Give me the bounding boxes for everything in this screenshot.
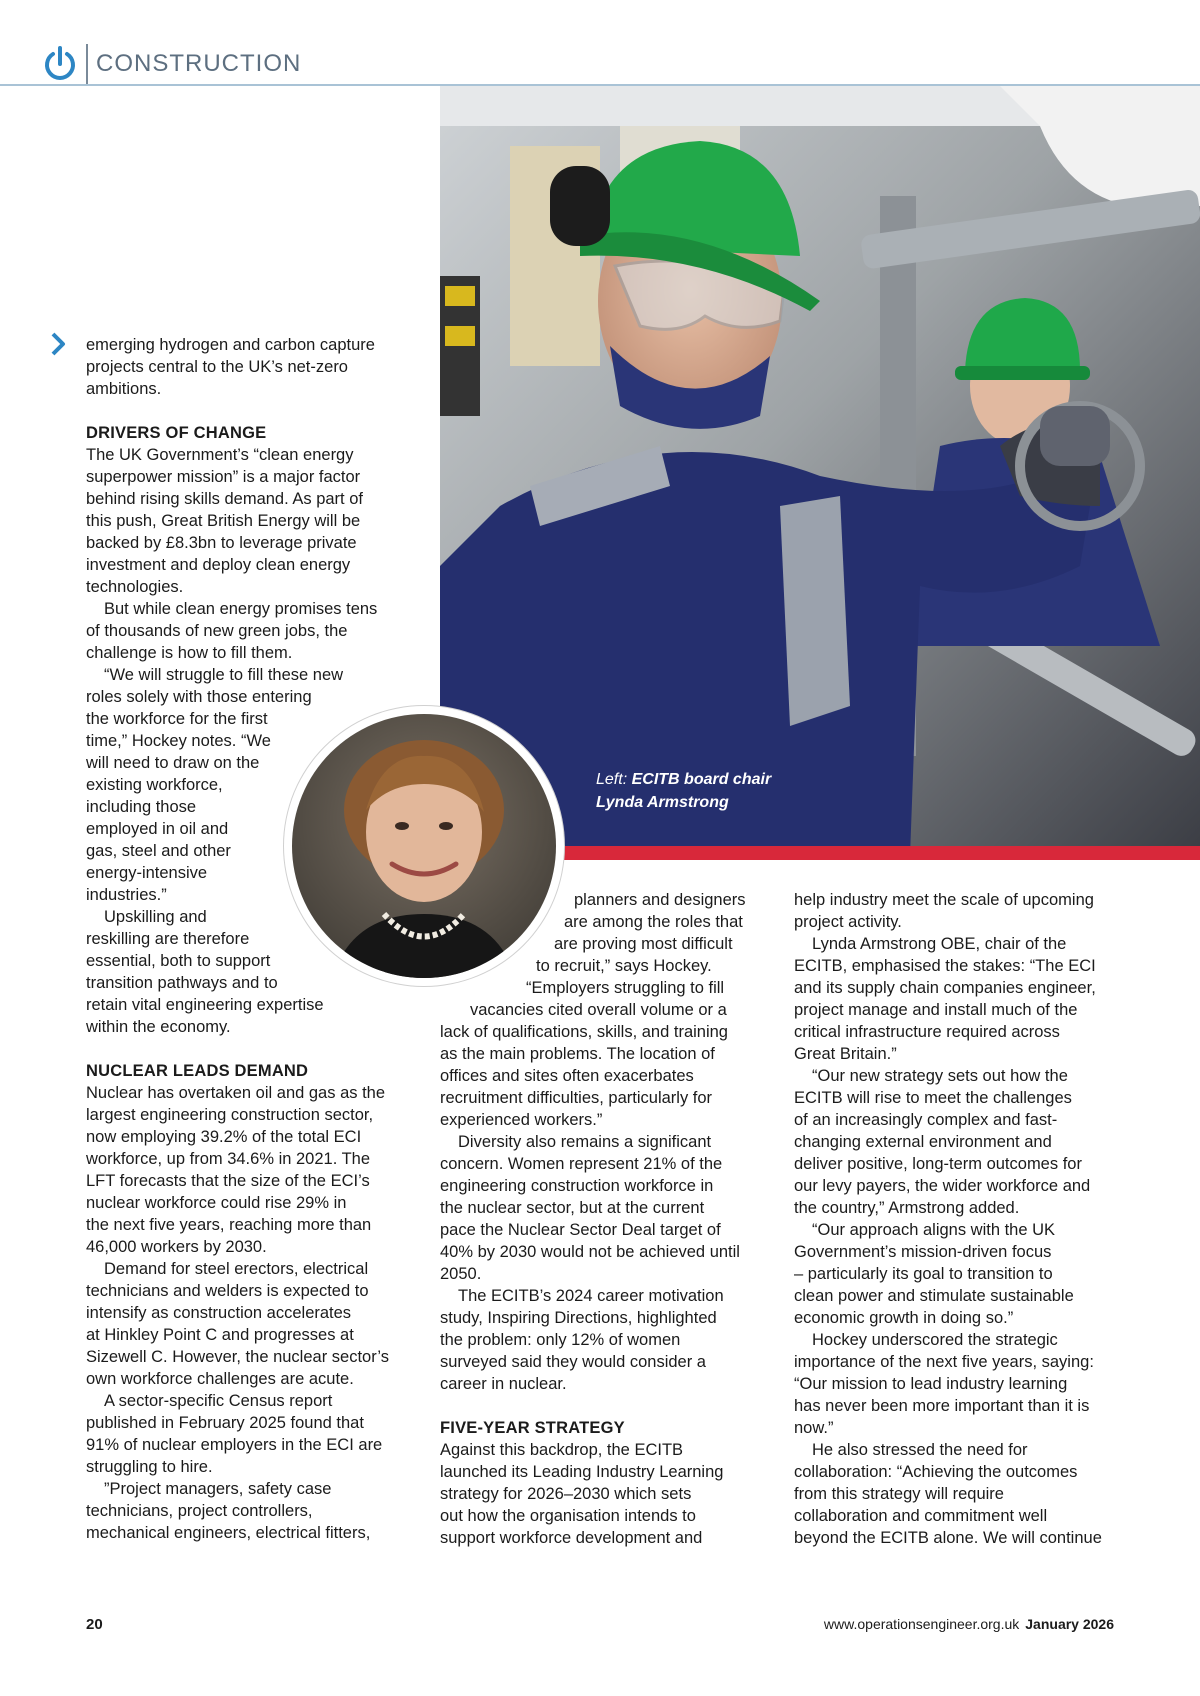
text-line: time,” Hockey notes. “We [86, 732, 271, 750]
text-line: investment and deploy clean energy [86, 556, 351, 574]
text-line: Great Britain.” [794, 1045, 897, 1063]
caption-line-2: Lynda Armstrong [596, 794, 729, 811]
text-line: projects central to the UK’s net-zero [86, 358, 348, 376]
text-line: A sector-specific Census report [104, 1392, 333, 1410]
heading-nuclear-leads-demand: NUCLEAR LEADS DEMAND [86, 1062, 309, 1080]
text-line: Against this backdrop, the ECITB [440, 1441, 684, 1459]
text-line: technologies. [86, 578, 184, 596]
heading-five-year-strategy: FIVE-YEAR STRATEGY [440, 1419, 625, 1437]
text-line: challenge is how to fill them. [86, 644, 293, 662]
text-line: planners and designers [574, 891, 746, 909]
text-line: Government’s mission-driven focus [794, 1243, 1052, 1261]
text-line: this push, Great British Energy will be [86, 512, 361, 530]
page-header [0, 0, 1200, 86]
text-line: within the economy. [86, 1018, 231, 1036]
text-line: “Employers struggling to fill [526, 979, 725, 997]
power-icon [42, 44, 78, 84]
text-line: are proving most difficult [554, 935, 733, 953]
text-line: at Hinkley Point C and progresses at [86, 1326, 354, 1344]
text-line: ambitions. [86, 380, 162, 398]
text-line: recruitment difficulties, particularly for [440, 1089, 713, 1107]
text-line: nuclear workforce could rise 29% in [86, 1194, 347, 1212]
text-line: critical infrastructure required across [794, 1023, 1060, 1041]
text-line: Sizewell C. However, the nuclear sector’s [86, 1348, 389, 1366]
text-line: superpower mission” is a major factor [86, 468, 361, 486]
text-line: clean power and stimulate sustainable [794, 1287, 1074, 1305]
text-line: 40% by 2030 would not be achieved until [440, 1243, 740, 1261]
text-line: collaboration: “Achieving the outcomes [794, 1463, 1078, 1481]
text-line: project manage and install much of the [794, 1001, 1078, 1019]
caption-prefix: Left: [596, 771, 628, 788]
text-line: technicians, project controllers, [86, 1502, 313, 1520]
text-line: deliver positive, long-term outcomes for [794, 1155, 1082, 1173]
text-line: industries.” [86, 886, 167, 904]
text-line: to recruit,” says Hockey. [536, 957, 712, 975]
footer-url: www.operationsengineer.org.uk [823, 1616, 1020, 1632]
text-line: from this strategy will require [794, 1485, 1004, 1503]
text-line: the nuclear sector, but at the current [440, 1199, 705, 1217]
text-line: project activity. [794, 913, 902, 931]
text-line: the problem: only 12% of women [440, 1331, 681, 1349]
text-line: Hockey underscored the strategic [812, 1331, 1058, 1349]
text-line: 46,000 workers by 2030. [86, 1238, 267, 1256]
text-line: surveyed said they would consider a [440, 1353, 706, 1371]
header-divider [86, 44, 88, 84]
text-line: But while clean energy promises tens [104, 600, 378, 618]
section-title: CONSTRUCTION [96, 50, 302, 77]
text-line: gas, steel and other [86, 842, 231, 860]
text-line: beyond the ECITB alone. We will continue [794, 1529, 1102, 1547]
text-line: concern. Women represent 21% of the [440, 1155, 723, 1173]
text-line: economic growth in doing so.” [794, 1309, 1014, 1327]
text-line: the next five years, reaching more than [86, 1216, 372, 1234]
col3-body [794, 889, 1134, 1549]
photo-caption [596, 768, 771, 814]
text-line: study, Inspiring Directions, highlighted [440, 1309, 717, 1327]
footer-info [824, 1616, 1114, 1632]
text-line: “Our new strategy sets out how the [812, 1067, 1068, 1085]
text-line: now employing 39.2% of the total ECI [86, 1128, 362, 1146]
caption-line-1: ECITB board chair [631, 771, 772, 788]
text-line: Nuclear has overtaken oil and gas as the [86, 1084, 386, 1102]
text-line: LFT forecasts that the size of the ECI’s [86, 1172, 370, 1190]
text-line: roles solely with those entering [86, 688, 312, 706]
text-line: are among the roles that [564, 913, 743, 931]
text-line: emerging hydrogen and carbon capture [86, 336, 375, 354]
text-line: including those [86, 798, 197, 816]
text-line: The UK Government’s “clean energy [86, 446, 354, 464]
footer-date: January 2026 [1025, 1616, 1114, 1632]
text-line: vacancies cited overall volume or a [470, 1001, 727, 1019]
text-line: our levy payers, the wider workforce and [794, 1177, 1091, 1195]
text-line: Diversity also remains a significant [458, 1133, 712, 1151]
text-line: as the main problems. The location of [440, 1045, 715, 1063]
text-line: changing external environment and [794, 1133, 1052, 1151]
text-line: 2050. [440, 1265, 482, 1283]
text-line: employed in oil and [86, 820, 229, 838]
text-line: largest engineering construction sector, [86, 1106, 374, 1124]
text-line: out how the organisation intends to [440, 1507, 696, 1525]
text-column-2 [440, 889, 760, 1549]
text-line: Lynda Armstrong OBE, chair of the [812, 935, 1067, 953]
text-line: published in February 2025 found that [86, 1414, 364, 1432]
text-line: collaboration and commitment well [794, 1507, 1048, 1525]
text-line: ECITB will rise to meet the challenges [794, 1089, 1072, 1107]
text-line: struggling to hire. [86, 1458, 213, 1476]
text-line: help industry meet the scale of upcoming [794, 891, 1094, 909]
text-line: technicians and welders is expected to [86, 1282, 369, 1300]
chevron-right-icon [50, 332, 66, 356]
text-line: launched its Leading Industry Learning [440, 1463, 724, 1481]
text-line: mechanical engineers, electrical fitters, [86, 1524, 371, 1542]
page-number: 20 [86, 1616, 103, 1633]
text-line: energy-intensive [86, 864, 208, 882]
text-line: strategy for 2026–2030 which sets [440, 1485, 692, 1503]
text-line: reskilling are therefore [86, 930, 250, 948]
text-line: and its supply chain companies engineer, [794, 979, 1096, 997]
text-line: importance of the next five years, saying: [794, 1353, 1094, 1371]
text-line: will need to draw on the [86, 754, 260, 772]
text-line: pace the Nuclear Sector Deal target of [440, 1221, 721, 1239]
text-line: career in nuclear. [440, 1375, 567, 1393]
text-line: Demand for steel erectors, electrical [104, 1260, 369, 1278]
text-line: Upskilling and [104, 908, 207, 926]
text-line: “We will struggle to fill these new [104, 666, 344, 684]
col2-body [440, 889, 760, 1395]
text-line: now.” [794, 1419, 834, 1437]
text-line: 91% of nuclear employers in the ECI are [86, 1436, 383, 1454]
text-line: transition pathways and to [86, 974, 278, 992]
text-line: intensify as construction accelerates [86, 1304, 352, 1322]
text-line: behind rising skills demand. As part of [86, 490, 363, 508]
col1-intro [86, 334, 426, 400]
text-line: the country,” Armstrong added. [794, 1199, 1020, 1217]
text-line: The ECITB’s 2024 career motivation [458, 1287, 724, 1305]
text-line: “Our mission to lead industry learning [794, 1375, 1068, 1393]
text-line: workforce, up from 34.6% in 2021. The [86, 1150, 371, 1168]
text-line: the workforce for the first [86, 710, 268, 728]
text-line: essential, both to support [86, 952, 271, 970]
text-line: retain vital engineering expertise [86, 996, 324, 1014]
text-line: engineering construction workforce in [440, 1177, 714, 1195]
text-line: of an increasingly complex and fast- [794, 1111, 1058, 1129]
col1-drivers-body [86, 444, 426, 1038]
heading-drivers-of-change: DRIVERS OF CHANGE [86, 424, 267, 442]
text-line: backed by £8.3bn to leverage private [86, 534, 357, 552]
text-line: experienced workers.” [440, 1111, 603, 1129]
text-line: existing workforce, [86, 776, 223, 794]
text-line: of thousands of new green jobs, the [86, 622, 348, 640]
text-line: ECITB, emphasised the stakes: “The ECI [794, 957, 1096, 975]
text-line: “Our approach aligns with the UK [812, 1221, 1056, 1239]
text-column-3 [794, 889, 1134, 1549]
text-line: has never been more important than it is [794, 1397, 1090, 1415]
col1-nuclear-body [86, 1082, 426, 1544]
text-line: own workforce challenges are acute. [86, 1370, 354, 1388]
text-line: – particularly its goal to transition to [794, 1265, 1053, 1283]
text-line: offices and sites often exacerbates [440, 1067, 694, 1085]
text-line: He also stressed the need for [812, 1441, 1028, 1459]
text-line: lack of qualifications, skills, and training [440, 1023, 728, 1041]
col2-strategy-body [440, 1439, 760, 1549]
text-line: support workforce development and [440, 1529, 703, 1547]
text-column-1 [86, 334, 426, 1544]
text-line: ”Project managers, safety case [104, 1480, 332, 1498]
